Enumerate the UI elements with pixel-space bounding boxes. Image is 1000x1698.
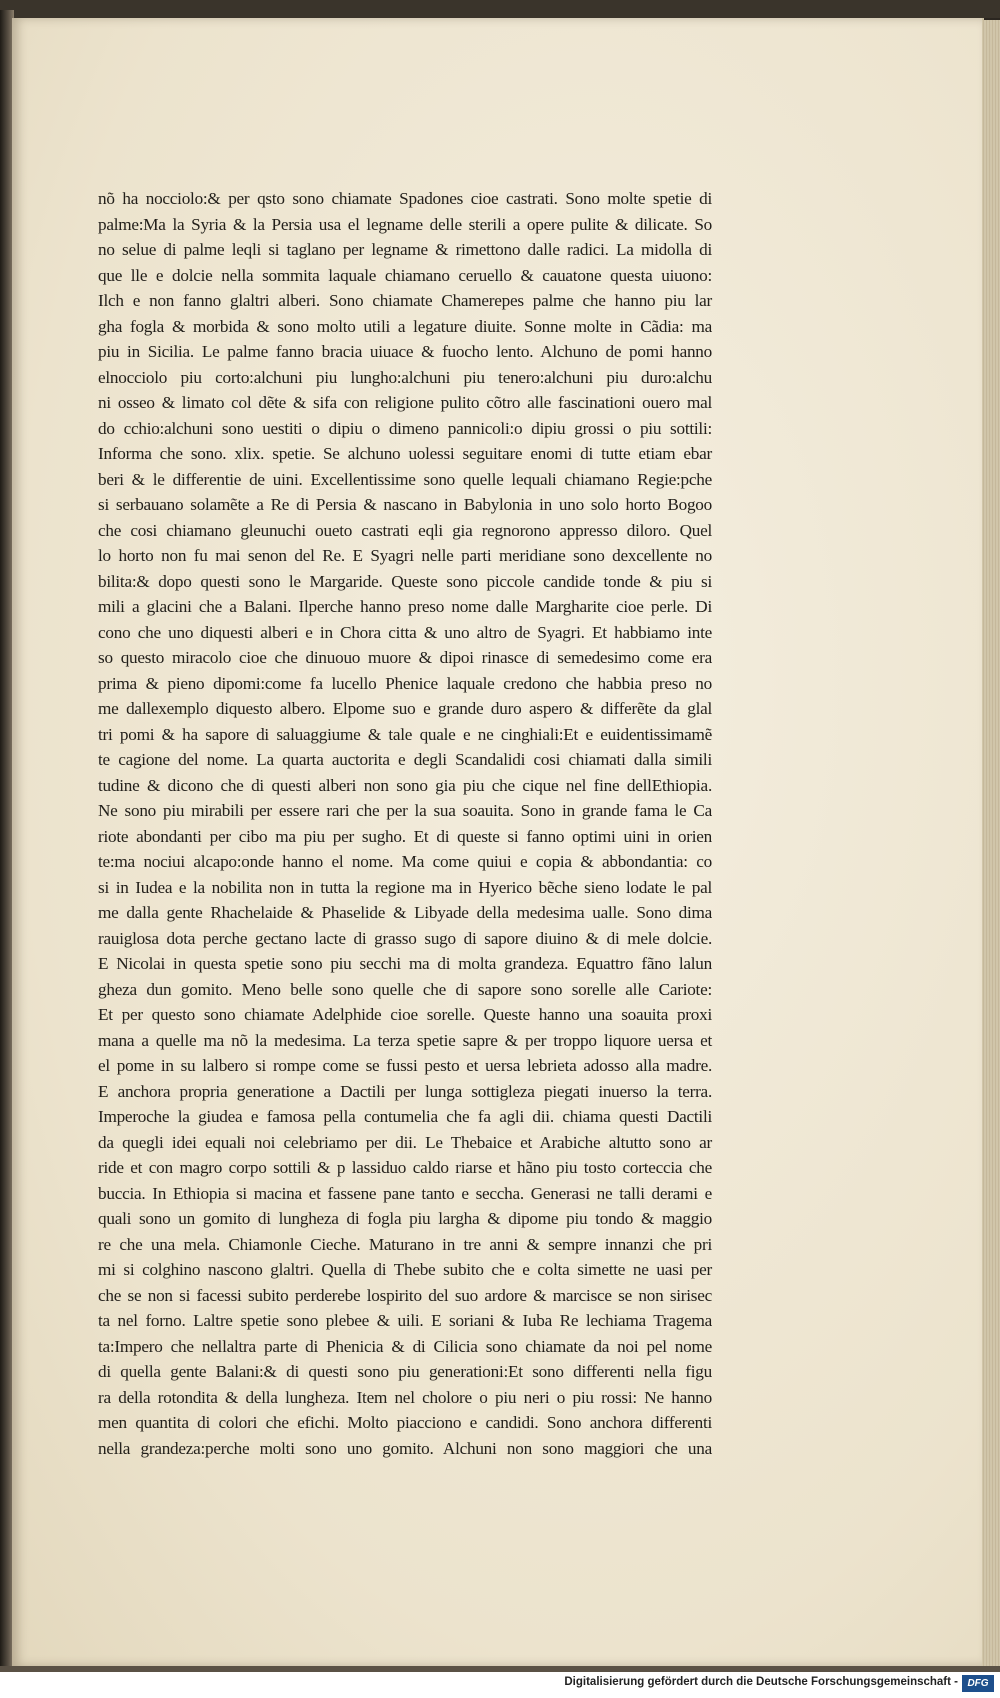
text-line: che cosi chiamano gleunuchi oueto castrati eqli gia regnorono appresso diloro. Quel xyxy=(98,520,712,540)
text-line: si in Iudea e la nobilita non in tutta la regione ma in Hyerico bẽche sieno lodate le pal xyxy=(98,877,712,897)
text-line: che se non si facessi subito perderebe lospirito del suo ardore & marcisce se non sirisec xyxy=(98,1285,712,1305)
text-line: beri & le differentie de uini. Excellentissime sono quelle lequali chiamano Regie:pche xyxy=(98,469,712,489)
funding-notice: Digitalisierung gefördert durch die Deutsche Forschungsgemeinschaft - xyxy=(564,1676,958,1688)
text-line: gheza dun gomito. Meno belle sono quelle che di sapore sono sorelle alle Cariote: xyxy=(98,979,712,999)
text-line: mana a quelle ma nõ la medesima. La terza spetie sapre & per troppo liquore uersa et xyxy=(98,1030,712,1050)
text-line: ra della rotondita & della lungheza. Item nel cholore o piu neri o piu rossi: Ne hanno xyxy=(98,1387,712,1407)
text-line: E Nicolai in questa spetie sono piu secchi ma di molta grandeza. Equattro fãno lalun xyxy=(98,954,712,973)
text-line: tudine & dicono che di questi alberi non sono gia piu che cique nel fine dellEthiopia. xyxy=(98,775,712,795)
text-line: Ilch e non fanno glaltri alberi. Sono chiamate Chamerepes palme che hanno piu lar xyxy=(98,291,712,310)
text-line: te:ma nociui alcapo:onde hanno el nome. Ma come quiui e copia & abbondantia: co xyxy=(98,852,712,871)
text-line: Ne sono piu mirabili per essere rari che per la sua soauita. Sono in grande fama le Ca xyxy=(98,801,712,820)
text-line: da quegli idei equali noi celebriamo per dii. Le Thebaice et Arabiche altutto sono ar xyxy=(98,1132,712,1152)
text-line: men quantita di colori che efichi. Molto piacciono e candidi. Sono anchora differenti xyxy=(98,1413,712,1432)
text-line: mi si colghino nascono glaltri. Quella di Thebe subito che e colta simette ne uasi per xyxy=(98,1260,712,1279)
text-line: quali sono un gomito di lungheza di fogla piu largha & dipome piu tondo & maggio xyxy=(98,1209,712,1228)
text-line: tri pomi & ha sapore di saluaggiume & tale quale e ne cinghiali:Et e euidentissimamẽ xyxy=(98,724,712,744)
text-line: el pome in su lalbero si rompe come se fussi pesto et uersa lebrieta adosso alla madre. xyxy=(98,1056,712,1075)
text-line: lo horto non fu mai senon del Re. E Syagri nelle parti meridiane sono dexcellente no xyxy=(98,546,712,565)
text-line: Informa che sono. xlix. spetie. Se alchuno uolessi seguitare enomi di tutte etiam ebar xyxy=(98,444,712,463)
text-line: nõ ha nocciolo:& per qsto sono chiamate Spadones cioe castrati. Sono molte spetie di xyxy=(98,189,712,208)
text-line: cono che uno diquesti alberi e in Chora citta & uno altro de Syagri. Et habbiamo inte xyxy=(98,622,712,642)
text-line: buccia. In Ethiopia si macina et fassene pane tanto e seccha. Generasi ne talli derami e xyxy=(98,1183,712,1203)
text-line: si serbauano solamẽte a Re di Persia & nascano in Babylonia in uno solo horto Bogoo xyxy=(98,495,712,514)
text-line: ta nel forno. Laltre spetie sono plebee & uili. E soriani & Iuba Re lechiama Tragema xyxy=(98,1311,712,1330)
page-text-block xyxy=(98,186,712,1461)
text-line: elnocciolo piu corto:alchuni piu lungho:alchuni piu tenero:alchuni piu duro:alchu xyxy=(98,367,712,387)
text-line: re che una mela. Chiamonle Cieche. Maturano in tre anni & sempre innanzi che pri xyxy=(98,1234,712,1254)
text-line: palme:Ma la Syria & la Persia usa el legname delle sterili a opere pulite & dilicate. So xyxy=(98,214,712,234)
scanner-frame-top xyxy=(0,0,1000,18)
text-line: so questo miracolo cioe che dinuouo muore & dipoi rinasce di semedesimo come era xyxy=(98,648,712,667)
text-line: me dallexemplo diquesto albero. Elpome suo e grande duro aspero & differẽte da glal xyxy=(98,699,712,718)
text-line: nella grandeza:perche molti sono uno gomito. Alchuni non sono maggiori che una xyxy=(98,1438,712,1458)
text-line: me dalla gente Rhachelaide & Phaselide & Libyade della medesima ualle. Sono dima xyxy=(98,903,712,922)
text-line: que lle e dolcie nella sommita laquale chiamano ceruello & cauatone questa uiuono: xyxy=(98,265,712,285)
text-line: ta:Impero che nellaltra parte di Phenicia & di Cilicia sono chiamate da noi pel nome xyxy=(98,1336,712,1356)
text-line: ni osseo & limato col dẽte & sifa con religione pulito cõtro alle fascinationi ouero mal xyxy=(98,393,712,412)
dfg-logo: DFG xyxy=(962,1675,994,1692)
text-line: riote abondanti per cibo ma piu per sugho. Et di queste si fanno optimi uini in orien xyxy=(98,826,712,846)
text-line: rauiglosa dota perche gectano lacte di grasso sugo di sapore diuino & di mele dolcie. xyxy=(98,928,712,948)
text-line: E anchora propria generatione a Dactili per lunga sottigleza piegati inuerso la terra. xyxy=(98,1081,712,1101)
text-line: di quella gente Balani:& di questi sono piu generationi:Et sono differenti nella figu xyxy=(98,1362,712,1381)
text-line: mili a glacini che a Balani. Ilperche hanno preso nome dalle Margharite cioe perle. Di xyxy=(98,597,712,616)
text-line: do cchio:alchuni sono uestiti o dipiu o dimeno pannicoli:o dipiu grossi o piu sottili: xyxy=(98,418,712,438)
text-line: Imperoche la giudea e famosa pella contumelia che fa agli dii. chiama questi Dactili xyxy=(98,1107,712,1126)
text-line: prima & pieno dipomi:come fa lucello Phenice laquale credono che habbia preso no xyxy=(98,673,712,693)
text-line: te cagione del nome. La quarta auctorita e degli Scandalidi cosi chiamati dalla simili xyxy=(98,750,712,769)
text-line: ride et con magro corpo sottili & p lassiduo caldo riarse et hãno piu tosto corteccia che xyxy=(98,1158,712,1177)
text-line: piu in Sicilia. Le palme fanno bracia uiuace & fuocho lento. Alchuno de pomi hanno xyxy=(98,342,712,361)
text-line: Et per questo sono chiamate Adelphide cioe sorelle. Queste hanno una soauita proxi xyxy=(98,1005,712,1024)
text-line: gha fogla & morbida & sono molto utili a legature diuite. Sonne molte in Cãdia: ma xyxy=(98,316,712,336)
text-line: no selue di palme leqli si taglano per legname & rimettono dalle radici. La midolla di xyxy=(98,240,712,259)
page-fore-edge xyxy=(982,20,1000,1666)
text-line: bilita:& dopo questi sono le Margaride. Queste sono piccole candide tonde & piu si xyxy=(98,571,712,591)
